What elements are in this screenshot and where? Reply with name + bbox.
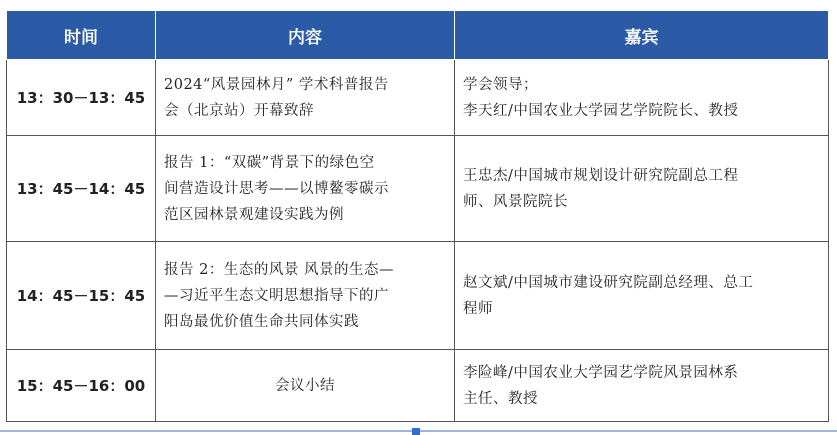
guest-line: 赵文斌/中国城市建设研究院副总经理、总工 (463, 274, 754, 291)
guest-cell (455, 136, 829, 242)
guest-cell (455, 242, 829, 350)
content-line: 会议小结 (275, 377, 335, 394)
guest-line: 李天红/中国农业大学园艺学院院长、教授 (463, 102, 739, 119)
table-header (7, 11, 829, 60)
resize-handle[interactable] (412, 428, 420, 435)
guest-line: 程师 (463, 300, 493, 317)
guest-cell (455, 350, 829, 422)
header-guest: 嘉宾 (455, 11, 829, 60)
content-cell (156, 60, 455, 136)
time-cell: 14：45－15：45 (7, 242, 156, 350)
guest-line: 王忠杰/中国城市规划设计研究院副总工程 (463, 167, 739, 184)
table-row (7, 60, 829, 136)
header-row (7, 11, 829, 60)
guest-line: 师、风景院院长 (463, 193, 568, 210)
content-line: 报告 1：“双碳”背景下的绿色空 (164, 154, 375, 171)
content-line: —习近平生态文明思想指导下的广 (164, 287, 389, 304)
content-line: 会（北京站）开幕致辞 (164, 102, 314, 119)
header-time: 时间 (7, 11, 156, 60)
content-line: 报告 2：生态的风景 风景的生态— (164, 261, 394, 278)
content-cell (156, 350, 455, 422)
table-row (7, 242, 829, 350)
content-line: 2024“风景园林月” 学术科普报告 (164, 76, 389, 93)
content-cell (156, 136, 455, 242)
content-line: 阳岛最优价值生命共同体实践 (164, 313, 359, 330)
guest-line: 李险峰/中国农业大学园艺学院风景园林系 (463, 364, 739, 381)
header-content: 内容 (156, 11, 455, 60)
content-line: 间营造设计思考——以博鳌零碳示 (164, 180, 389, 197)
time-cell: 13：30－13：45 (7, 60, 156, 136)
table-row (7, 136, 829, 242)
schedule-table (6, 10, 829, 422)
guest-line: 学会领导； (463, 76, 538, 93)
content-cell (156, 242, 455, 350)
content-line: 范区园林景观建设实践为例 (164, 206, 344, 223)
guest-cell (455, 60, 829, 136)
time-cell: 13：45－14：45 (7, 136, 156, 242)
time-cell: 15：45－16：00 (7, 350, 156, 422)
table-row (7, 350, 829, 422)
guest-line: 主任、教授 (463, 390, 538, 407)
